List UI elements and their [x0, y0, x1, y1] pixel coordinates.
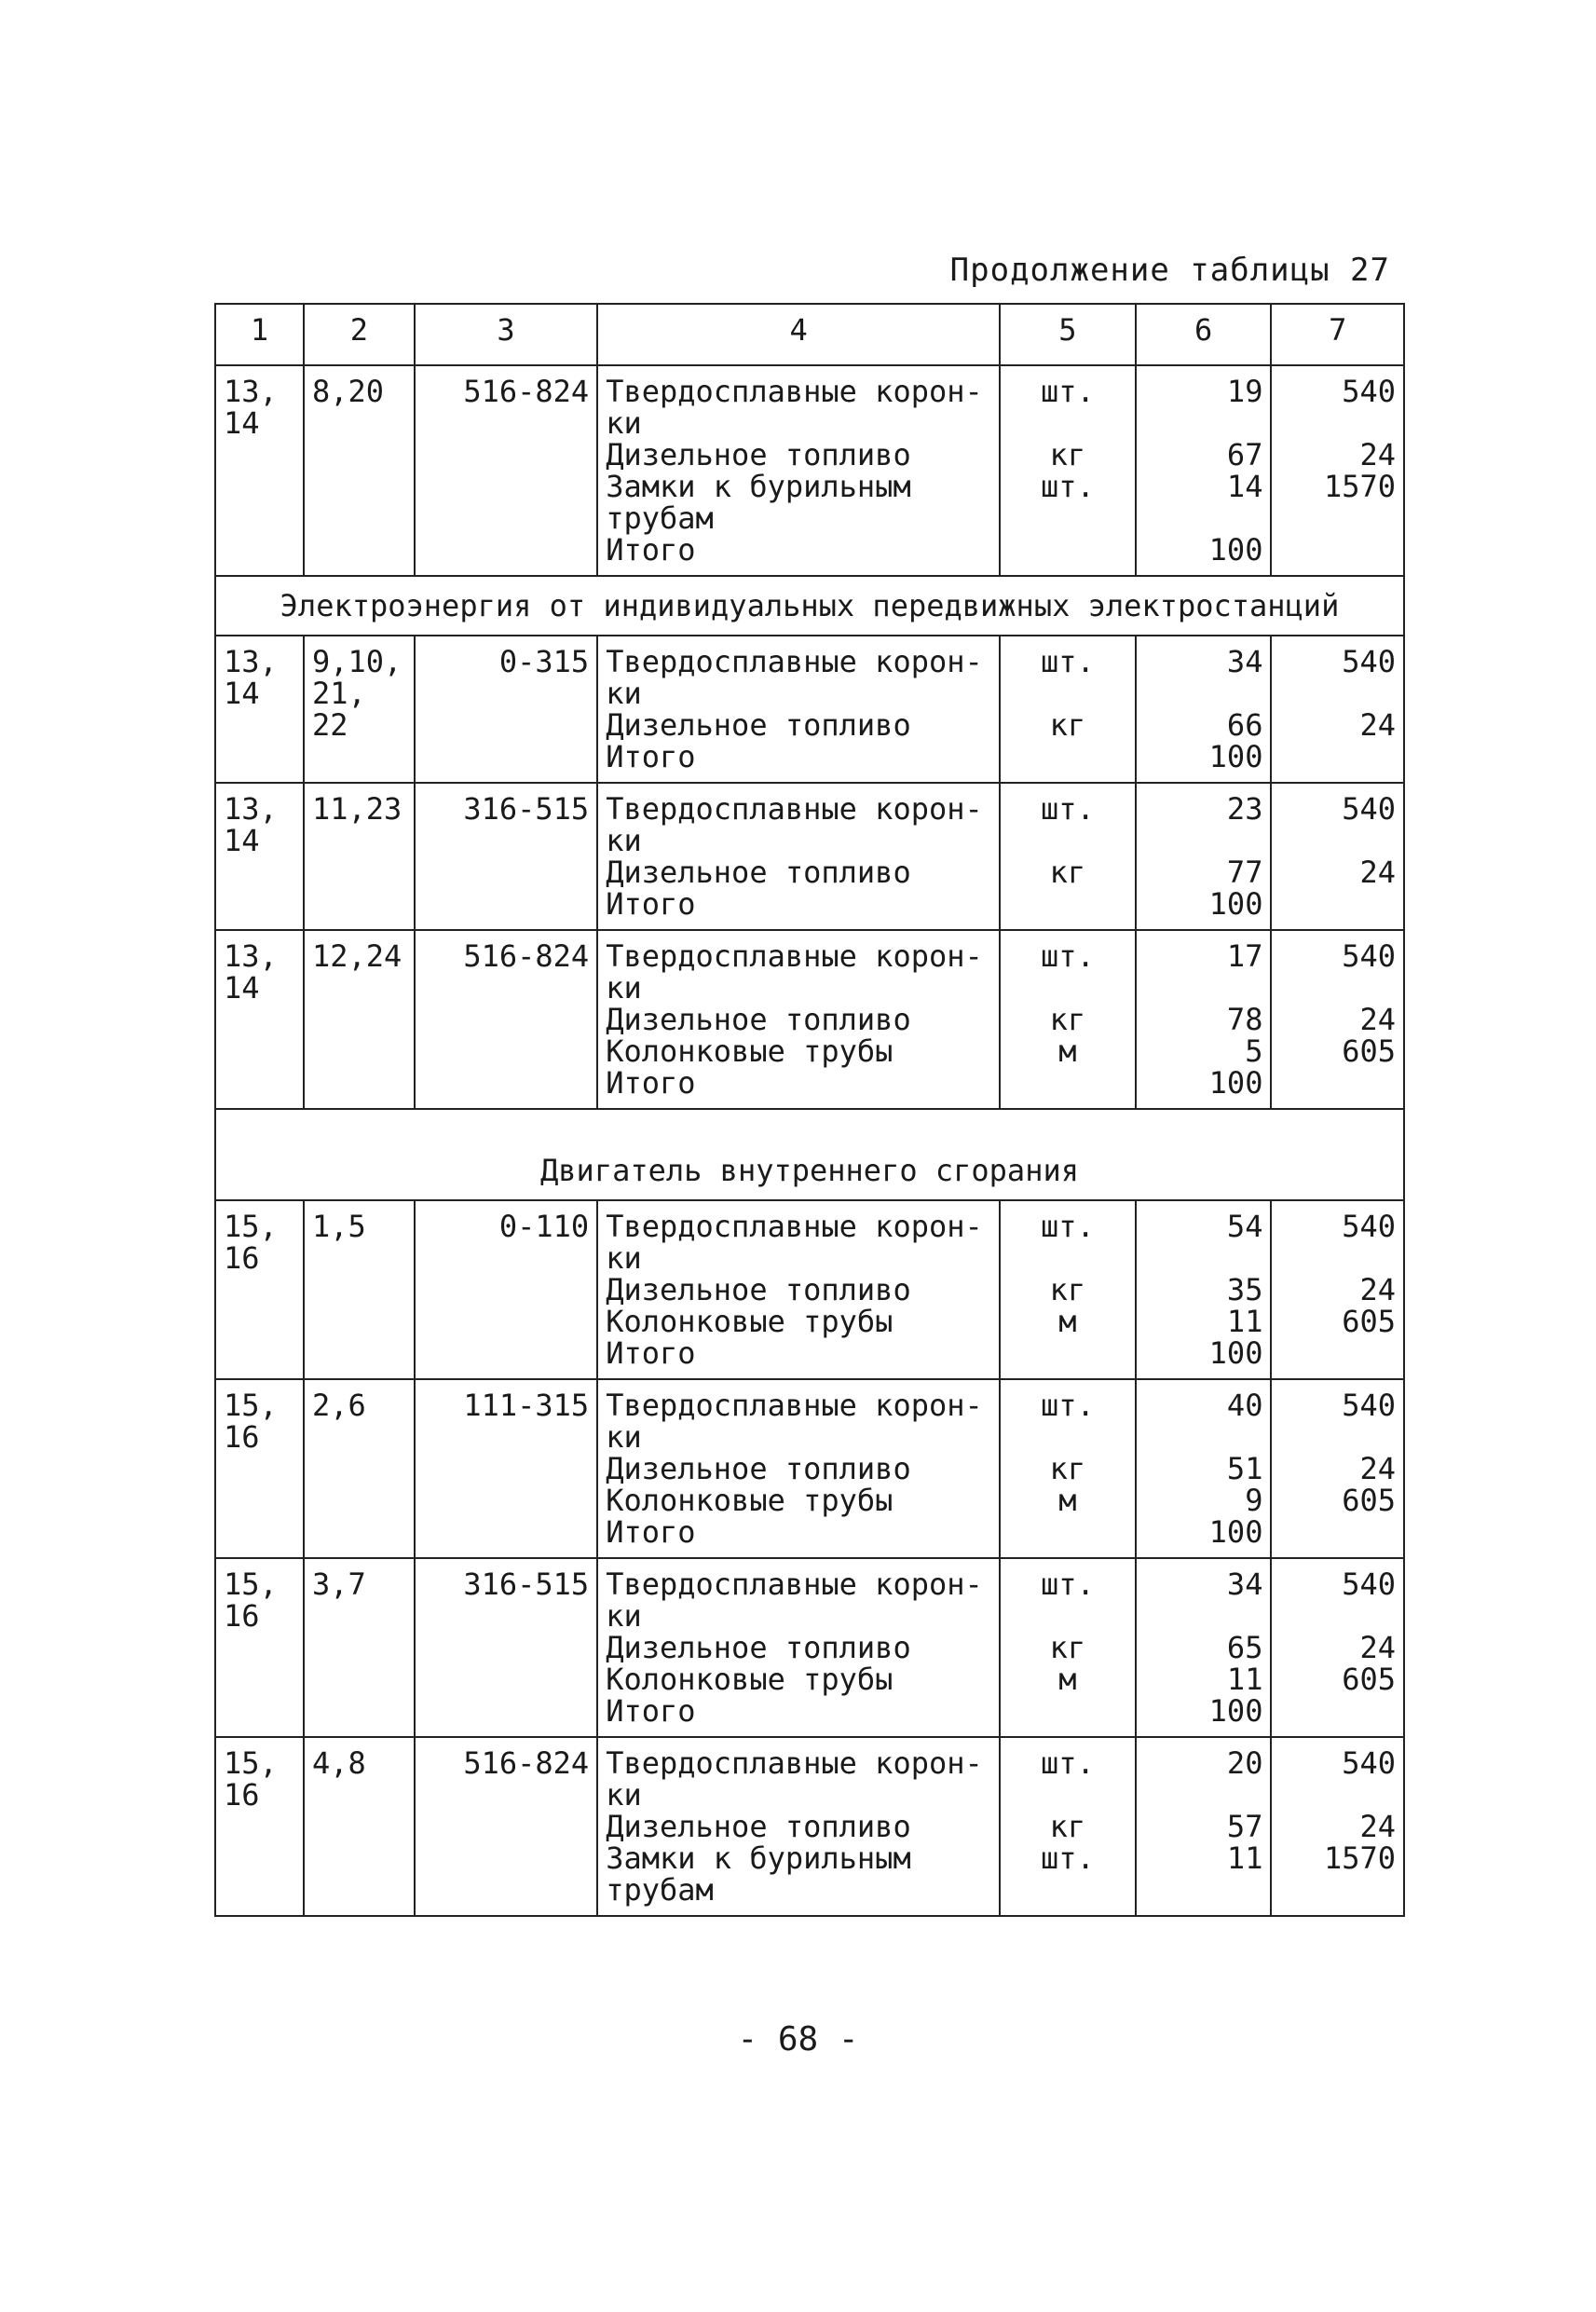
item-price-cell	[1271, 1200, 1404, 1379]
item-name: Замки к бурильным трубам	[606, 1840, 911, 1908]
item-share: 34	[1226, 644, 1263, 679]
item-unit: кг	[1049, 1451, 1086, 1486]
item-unit: шт.	[1040, 791, 1095, 827]
col-3-cell: 0-315	[415, 636, 597, 783]
item-unit: кг	[1049, 1002, 1086, 1037]
item-price: 24	[1359, 437, 1396, 472]
item-share: 23	[1226, 791, 1263, 827]
col-2-cell: 1,5	[304, 1200, 415, 1379]
item-price: 1570	[1323, 469, 1396, 504]
item-share-cell	[1136, 1200, 1272, 1379]
item-unit-cell	[1000, 1200, 1136, 1379]
header-col-1: 1	[215, 304, 304, 365]
table-body	[215, 365, 1404, 1916]
item-share: 100	[1208, 1065, 1263, 1101]
item-share: 11	[1226, 1662, 1263, 1697]
table-row	[215, 1200, 1404, 1379]
item-name: Твердосплавные корон- ки	[606, 1745, 983, 1813]
col-2-cell: 4,8	[304, 1737, 415, 1916]
item-unit: кг	[1049, 707, 1086, 743]
item-name: Дизельное топливо	[606, 707, 911, 743]
item-price	[1279, 1337, 1396, 1369]
materials-table	[214, 303, 1405, 1917]
table-row	[215, 783, 1404, 930]
item-share: 19	[1226, 374, 1263, 409]
item-price-cell	[1271, 1737, 1404, 1916]
item-price: 540	[1342, 1566, 1396, 1602]
item-share: 40	[1226, 1388, 1263, 1423]
item-name-cell	[597, 1737, 1000, 1916]
item-unit-cell	[1000, 930, 1136, 1109]
item-unit: шт.	[1040, 469, 1095, 504]
item-price: 605	[1342, 1662, 1396, 1697]
item-share: 35	[1226, 1272, 1263, 1307]
item-price: 605	[1342, 1033, 1396, 1069]
header-col-7: 7	[1271, 304, 1404, 365]
item-name: Итого	[606, 1335, 696, 1371]
item-share-cell	[1136, 1737, 1272, 1916]
col-2-cell: 12,24	[304, 930, 415, 1109]
section-heading: Электроэнергия от индивидуальных передвижных электростанций	[215, 576, 1404, 636]
item-name: Итого	[606, 739, 696, 774]
item-name-cell	[597, 1200, 1000, 1379]
col-3-cell: 316-515	[415, 783, 597, 930]
col-1-cell: 13, 14	[215, 783, 304, 930]
header-col-6: 6	[1136, 304, 1272, 365]
item-price: 24	[1359, 1451, 1396, 1486]
item-unit: шт.	[1040, 1566, 1095, 1602]
table-row	[215, 1558, 1404, 1737]
item-share: 67	[1226, 437, 1263, 472]
item-name: Твердосплавные корон- ки	[606, 1388, 983, 1455]
item-unit-cell	[1000, 1379, 1136, 1558]
item-unit: шт.	[1040, 938, 1095, 974]
item-share-cell	[1136, 783, 1272, 930]
item-share-cell	[1136, 930, 1272, 1109]
section-heading-row	[215, 1109, 1404, 1200]
item-price: 24	[1359, 1002, 1396, 1037]
item-unit: м	[1058, 1304, 1077, 1339]
col-1-cell: 13, 14	[215, 365, 304, 576]
item-share: 11	[1226, 1304, 1263, 1339]
item-price: 540	[1342, 1745, 1396, 1781]
header-col-2: 2	[304, 304, 415, 365]
item-price-cell	[1271, 365, 1404, 576]
col-2-cell: 11,23	[304, 783, 415, 930]
item-name-cell	[597, 783, 1000, 930]
item-name-cell	[597, 1558, 1000, 1737]
item-name: Твердосплавные корон- ки	[606, 938, 983, 1006]
item-share: 100	[1208, 1514, 1263, 1550]
table-row	[215, 1737, 1404, 1916]
item-price: 24	[1359, 707, 1396, 743]
table-caption: Продолжение таблицы 27	[949, 252, 1390, 289]
col-2-cell: 8,20	[304, 365, 415, 576]
item-unit-cell	[1000, 1737, 1136, 1916]
item-share-cell	[1136, 636, 1272, 783]
item-unit: кг	[1049, 855, 1086, 890]
item-unit	[1008, 1516, 1127, 1548]
header-col-5: 5	[1000, 304, 1136, 365]
section-heading-row	[215, 576, 1404, 636]
table-header	[215, 304, 1404, 365]
col-3-cell: 111-315	[415, 1379, 597, 1558]
col-1-cell: 15, 16	[215, 1379, 304, 1558]
item-price: 24	[1359, 855, 1396, 890]
item-unit	[1008, 534, 1127, 566]
item-price: 24	[1359, 1272, 1396, 1307]
item-share: 78	[1226, 1002, 1263, 1037]
item-unit	[1008, 1695, 1127, 1727]
item-name-cell	[597, 636, 1000, 783]
item-price	[1279, 888, 1396, 920]
item-name: Итого	[606, 886, 696, 922]
item-share: 5	[1245, 1033, 1263, 1069]
col-3-cell: 516-824	[415, 930, 597, 1109]
item-name-cell	[597, 1379, 1000, 1558]
item-name: Твердосплавные корон- ки	[606, 374, 983, 441]
item-price: 24	[1359, 1809, 1396, 1844]
item-share: 100	[1208, 1335, 1263, 1371]
item-unit: кг	[1049, 1272, 1086, 1307]
item-unit: м	[1058, 1483, 1077, 1518]
item-name: Замки к бурильным трубам	[606, 469, 911, 536]
item-share-cell	[1136, 365, 1272, 576]
item-unit: шт.	[1040, 374, 1095, 409]
col-2-cell: 3,7	[304, 1558, 415, 1737]
item-unit-cell	[1000, 636, 1136, 783]
item-name: Твердосплавные корон- ки	[606, 1209, 983, 1276]
item-name: Твердосплавные корон- ки	[606, 791, 983, 858]
item-unit	[1008, 1337, 1127, 1369]
item-name: Дизельное топливо	[606, 1451, 911, 1486]
item-unit: шт.	[1040, 644, 1095, 679]
header-col-3: 3	[415, 304, 597, 365]
item-share: 51	[1226, 1451, 1263, 1486]
item-price-cell	[1271, 636, 1404, 783]
item-name-cell	[597, 365, 1000, 576]
col-3-cell: 516-824	[415, 365, 597, 576]
item-unit	[1008, 888, 1127, 920]
item-name: Итого	[606, 1065, 696, 1101]
item-name-cell	[597, 930, 1000, 1109]
item-share: 20	[1226, 1745, 1263, 1781]
item-name: Дизельное топливо	[606, 855, 911, 890]
header-col-4: 4	[597, 304, 1000, 365]
item-unit-cell	[1000, 365, 1136, 576]
item-unit: шт.	[1040, 1745, 1095, 1781]
col-3-cell: 516-824	[415, 1737, 597, 1916]
item-share: 66	[1226, 707, 1263, 743]
item-price: 540	[1342, 938, 1396, 974]
col-2-cell: 9,10, 21, 22	[304, 636, 415, 783]
item-price-cell	[1271, 783, 1404, 930]
item-unit: шт.	[1040, 1388, 1095, 1423]
section-heading: Двигатель внутреннего сгорания	[215, 1109, 1404, 1200]
item-share: 34	[1226, 1566, 1263, 1602]
item-price: 605	[1342, 1483, 1396, 1518]
table-row	[215, 1379, 1404, 1558]
item-share: 54	[1226, 1209, 1263, 1244]
header-row	[215, 304, 1404, 365]
item-price: 1570	[1323, 1840, 1396, 1876]
item-unit: кг	[1049, 1809, 1086, 1844]
col-1-cell: 13, 14	[215, 636, 304, 783]
item-unit-cell	[1000, 783, 1136, 930]
item-name: Итого	[606, 1514, 696, 1550]
item-share: 100	[1208, 532, 1263, 568]
item-price	[1279, 741, 1396, 773]
item-price-cell	[1271, 1558, 1404, 1737]
table-row	[215, 930, 1404, 1109]
table-row	[215, 636, 1404, 783]
item-name: Твердосплавные корон- ки	[606, 1566, 983, 1634]
item-unit: м	[1058, 1033, 1077, 1069]
item-name: Дизельное топливо	[606, 1002, 911, 1037]
table-row	[215, 365, 1404, 576]
item-unit: м	[1058, 1662, 1077, 1697]
col-1-cell: 15, 16	[215, 1558, 304, 1737]
page-number: - 68 -	[737, 2020, 859, 2059]
item-price	[1279, 534, 1396, 566]
col-1-cell: 15, 16	[215, 1737, 304, 1916]
item-price	[1279, 1067, 1396, 1099]
item-name: Итого	[606, 1693, 696, 1729]
item-price-cell	[1271, 1379, 1404, 1558]
item-share-cell	[1136, 1379, 1272, 1558]
item-share: 11	[1226, 1840, 1263, 1876]
item-share: 9	[1245, 1483, 1263, 1518]
item-share-cell	[1136, 1558, 1272, 1737]
item-name: Дизельное топливо	[606, 437, 911, 472]
item-price	[1279, 1695, 1396, 1727]
item-name: Колонковые трубы	[606, 1483, 893, 1518]
item-unit: кг	[1049, 1630, 1086, 1665]
item-name: Колонковые трубы	[606, 1033, 893, 1069]
item-name: Дизельное топливо	[606, 1272, 911, 1307]
item-share: 14	[1226, 469, 1263, 504]
item-price-cell	[1271, 930, 1404, 1109]
col-1-cell: 13, 14	[215, 930, 304, 1109]
item-unit-cell	[1000, 1558, 1136, 1737]
col-3-cell: 316-515	[415, 1558, 597, 1737]
item-unit: шт.	[1040, 1840, 1095, 1876]
item-name: Твердосплавные корон- ки	[606, 644, 983, 711]
item-price: 605	[1342, 1304, 1396, 1339]
item-unit: кг	[1049, 437, 1086, 472]
item-name: Колонковые трубы	[606, 1304, 893, 1339]
item-unit	[1008, 741, 1127, 773]
item-share: 100	[1208, 739, 1263, 774]
item-unit	[1008, 1067, 1127, 1099]
item-share: 100	[1208, 886, 1263, 922]
col-2-cell: 2,6	[304, 1379, 415, 1558]
item-price: 540	[1342, 1209, 1396, 1244]
item-share: 100	[1208, 1693, 1263, 1729]
item-name: Итого	[606, 532, 696, 568]
item-price: 540	[1342, 644, 1396, 679]
item-price: 540	[1342, 1388, 1396, 1423]
item-unit: шт.	[1040, 1209, 1095, 1244]
item-share: 17	[1226, 938, 1263, 974]
item-name: Дизельное топливо	[606, 1630, 911, 1665]
item-share: 57	[1226, 1809, 1263, 1844]
item-price: 540	[1342, 374, 1396, 409]
item-price: 24	[1359, 1630, 1396, 1665]
item-name: Колонковые трубы	[606, 1662, 893, 1697]
item-price: 540	[1342, 791, 1396, 827]
item-share: 65	[1226, 1630, 1263, 1665]
item-name: Дизельное топливо	[606, 1809, 911, 1844]
item-price	[1279, 1516, 1396, 1548]
col-1-cell: 15, 16	[215, 1200, 304, 1379]
col-3-cell: 0-110	[415, 1200, 597, 1379]
item-share: 77	[1226, 855, 1263, 890]
